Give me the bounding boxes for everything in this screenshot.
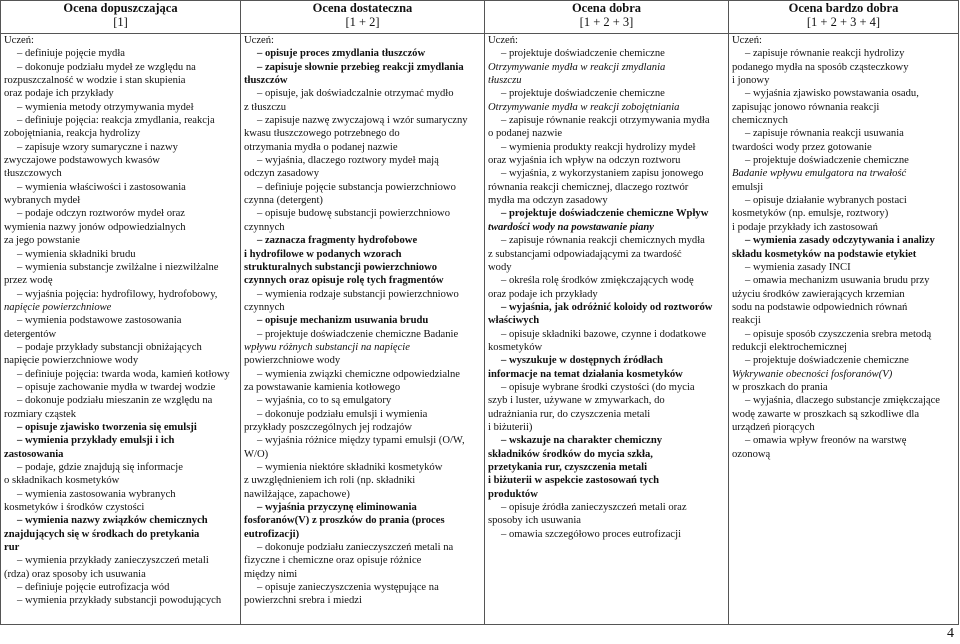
criteria-line: – zapisuje równanie reakcji hydrolizy: [745, 48, 905, 60]
criteria-line: kosmetyków: [488, 341, 543, 353]
criteria-line: oraz podaje ich przykłady: [4, 88, 114, 100]
criteria-line: – zapisuje słownie przebieg reakcji zmydlania: [257, 61, 464, 73]
criteria-line: – opisuje proces zmydlania tłuszczów: [257, 48, 426, 60]
criteria-line: – opisuje, jak doświadczalnie otrzymać mydło: [257, 88, 454, 100]
criteria-line: – wymienia podstawowe zastosowania: [17, 315, 182, 327]
criteria-line: – opisuje zanieczyszczenia występujące na: [257, 582, 439, 594]
criteria-line: – wymienia zastosowania wybranych: [17, 488, 176, 500]
criteria-line: urządzeń piorących: [732, 421, 815, 433]
criteria-line: – opisuje budowę substancji powierzchniowo: [257, 208, 451, 220]
criteria-line: – definiuje pojęcie mydła: [17, 48, 125, 60]
header-cell-4: [729, 1, 959, 34]
criteria-line: czynnych: [244, 301, 285, 313]
criteria-line: mydła ma odczyn zasadowy: [488, 195, 608, 207]
criteria-line: – wymienia związki chemiczne odpowiedzialne: [257, 368, 460, 380]
criteria-line: – dokonuje podziału emulsji i wymienia: [257, 408, 428, 420]
criteria-line: czynna (detergent): [244, 195, 323, 207]
criteria-line: przetykania rur, czyszczenia metali: [488, 462, 648, 473]
criteria-line: sodu na podstawie odpowiednich równań: [732, 301, 908, 313]
criteria-line: twardości wody przez gotowanie: [732, 141, 872, 153]
criteria-line: – dokonuje podziału mieszanin ze względu na: [17, 395, 213, 407]
header-cell-2: [241, 1, 485, 34]
criteria-line: – zapisuje nazwę zwyczajową i wzór sumaryczny: [257, 115, 468, 127]
criteria-line: i biżuterii w aspekcie zastosowań tych: [488, 475, 659, 487]
criteria-line: – wyjaśnia przyczynę eliminowania: [257, 502, 417, 514]
criteria-line: wody: [488, 261, 512, 273]
column-levels: [1 + 2]: [345, 15, 380, 29]
criteria-line: – wymienia nazwy związków chemicznych: [17, 515, 208, 527]
criteria-line: i jonowy: [732, 75, 770, 87]
criteria-line: kwasu tłuszczowego potrzebnego do: [244, 128, 400, 140]
criteria-line: – wymienia składniki brudu: [17, 248, 136, 260]
column-content-3: [485, 34, 729, 625]
criteria-line: – dokonuje podziału mydeł ze względu na: [17, 61, 196, 73]
criteria-line: czynnych oraz opisuje rolę tych fragmentów: [244, 275, 444, 287]
criteria-line: – omawia szczegółowo proces eutrofizacji: [501, 528, 682, 540]
column-title: Ocena bardzo dobra: [788, 1, 899, 15]
student-label: Uczeń:: [244, 35, 274, 46]
criteria-line: oraz wyjaśnia ich wpływ na odczyn roztworu: [488, 155, 681, 167]
criteria-line: – zapisuje równania reakcji chemicznych mydła: [501, 235, 705, 247]
criteria-line: – zapisuje równania reakcji usuwania: [745, 128, 904, 140]
student-label: Uczeń:: [732, 35, 762, 46]
criteria-line: – projektuje doświadczenie chemiczne: [501, 48, 665, 60]
criteria-line: – określa rolę środków zmiękczających wodę: [501, 275, 694, 287]
criteria-line: – wyszukuje w dostępnych źródłach: [501, 355, 663, 367]
criteria-line: rozmiary cząstek: [4, 408, 77, 420]
criteria-line: – opisuje wybrane środki czystości (do mycia: [501, 381, 695, 393]
criteria-line: tłuszczowych: [4, 168, 62, 180]
criteria-line: – wyjaśnia pojęcia: hydrofilowy, hydrofobowy,: [17, 288, 218, 300]
criteria-line: otrzymania mydła o podanej nazwie: [244, 141, 398, 153]
criteria-line: przykłady poszczególnych jej rodzajów: [244, 421, 412, 433]
criteria-line: – wyjaśnia, dlaczego roztwory mydeł mają: [257, 155, 439, 167]
criteria-line: – opisuje mechanizm usuwania brudu: [257, 315, 429, 327]
criteria-line: z tłuszczu: [244, 101, 287, 113]
criteria-line: – wyjaśnia, dlaczego substancje zmiękczające: [745, 395, 941, 407]
criteria-line: – projektuje doświadczenie chemiczne: [745, 155, 909, 167]
criteria-line: strukturalnych substancji powierzchniowo: [244, 261, 438, 273]
criteria-line: wpływu różnych substancji na napięcie: [244, 341, 410, 353]
criteria-line: – wyjaśnia zjawisko powstawania osadu,: [745, 88, 919, 100]
criteria-line: – wymienia zasady odczytywania i analizy: [745, 235, 935, 247]
criteria-line: Badanie wpływu emulgatora na trwałość: [732, 168, 907, 180]
criteria-line: – omawia mechanizm usuwania brudu przy: [745, 275, 930, 287]
column-levels: [1 + 2 + 3 + 4]: [806, 15, 881, 29]
criteria-line: – opisuje zachowanie mydła w twardej wodzie: [17, 381, 216, 393]
criteria-line: – wymienia właściwości i zastosowania: [17, 181, 186, 193]
criteria-line: – omawia wpływ freonów na warstwę: [745, 435, 907, 447]
criteria-line: za jego powstanie: [4, 235, 80, 247]
header-row: [1, 1, 959, 34]
criteria-line: wymienia nazwy jonów odpowiedzialnych: [4, 221, 186, 233]
criteria-line: przez wodę: [4, 275, 53, 287]
criteria-line: zobojętniania, reakcja hydrolizy: [4, 128, 141, 140]
criteria-line: – wyjaśnia różnice między typami emulsji (O/W,: [257, 435, 465, 447]
criteria-line: – opisuje składniki bazowe, czynne i dodatkowe: [501, 328, 707, 340]
criteria-line: i podaje przykłady ich zastosowań: [732, 221, 878, 233]
column-content-2: [241, 34, 485, 625]
criteria-line: zapisując jonowo równania reakcji: [732, 101, 880, 113]
criteria-line: napięcie powierzchniowe: [4, 301, 112, 313]
column-title: Ocena dobra: [571, 1, 642, 15]
page-number: 4: [947, 626, 954, 641]
criteria-line: (rdza) oraz sposoby ich usuwania: [4, 568, 146, 580]
criteria-line: użyciu środków zawierających krzemian: [732, 288, 905, 300]
criteria-line: oraz podaje ich przykłady: [488, 288, 598, 300]
criteria-line: – podaje, gdzie znajdują się informacje: [17, 462, 183, 473]
criteria-line: – wymienia przykłady zanieczyszczeń metali: [17, 555, 209, 567]
criteria-line: – projektuje doświadczenie chemiczne Wpływ: [501, 208, 709, 220]
criteria-line: – wymienia przykłady emulsji i ich: [17, 435, 175, 447]
criteria-line: – definiuje pojęcie substancja powierzchniowo: [257, 181, 456, 193]
criteria-line: napięcie powierzchniowe wody: [4, 355, 139, 367]
criteria-line: wybranych mydeł: [4, 195, 81, 207]
criteria-line: czynnych: [244, 221, 285, 233]
criteria-line: Otrzymywanie mydła w reakcji zmydlania: [488, 61, 666, 73]
criteria-line: sposoby ich usuwania: [488, 515, 581, 527]
header-cell-3: [485, 1, 729, 34]
header-cell-1: [1, 1, 241, 34]
criteria-line: twardości wody na powstawanie piany: [488, 221, 654, 233]
criteria-line: o podanej nazwie: [488, 128, 563, 140]
criteria-line: eutrofizacji): [244, 528, 300, 540]
criteria-line: – wyjaśnia, co to są emulgatory: [257, 395, 392, 407]
criteria-line: redukcji elektrochemicznej: [732, 341, 848, 353]
criteria-line: fizyczne i chemiczne oraz opisuje różnice: [244, 555, 422, 567]
criteria-line: – projektuje doświadczenie chemiczne: [745, 355, 909, 367]
criteria-line: kosmetyków i środków czystości: [4, 502, 145, 514]
criteria-line: detergentów: [4, 328, 57, 340]
criteria-line: – zapisuje wzory sumaryczne i nazwy: [17, 141, 178, 153]
criteria-line: Wykrywanie obecności fosforanów(V): [732, 368, 893, 380]
column-levels: [1 + 2 + 3]: [579, 15, 634, 29]
criteria-line: – definiuje pojęcia: twarda woda, kamień kotłowy: [17, 368, 230, 380]
criteria-line: nawilżające, zapachowe): [244, 488, 350, 500]
criteria-line: chemicznych: [732, 115, 788, 127]
criteria-line: fosforanów(V) z proszków do prania (proces: [244, 515, 445, 527]
criteria-line: – wymienia produkty reakcji hydrolizy mydeł: [501, 141, 696, 153]
criteria-line: wodę zawarte w proszkach są szkodliwe dla: [732, 408, 920, 420]
criteria-line: – wymienia substancje zwilżalne i niezwilżalne: [17, 261, 219, 273]
criteria-line: składu kosmetyków na podstawie etykiet: [732, 248, 917, 260]
criteria-line: – wymienia rodzaje substancji powierzchniowo: [257, 288, 459, 300]
criteria-line: rozpuszczalność w wodzie i stan skupienia: [4, 75, 186, 87]
criteria-line: znajdujących się w środkach do pretykania: [4, 528, 200, 540]
criteria-line: – wskazuje na charakter chemiczny: [501, 435, 663, 447]
criteria-line: w proszkach do prania: [732, 381, 828, 393]
criteria-line: W/O): [244, 448, 269, 460]
criteria-line: – wymienia przykłady substancji powodujących: [17, 595, 222, 607]
criteria-line: – projektuje doświadczenie chemiczne Badanie: [257, 328, 459, 340]
criteria-line: – wymienia niektóre składniki kosmetyków: [257, 462, 443, 473]
criteria-line: – opisuje sposób czyszczenia srebra metodą: [745, 328, 932, 340]
criteria-line: – zaznacza fragmenty hydrofobowe: [257, 235, 418, 247]
criteria-line: – opisuje źródła zanieczyszczeń metali oraz: [501, 502, 687, 514]
criteria-line: tłuszczów: [244, 75, 288, 87]
student-label: Uczeń:: [4, 35, 34, 46]
criteria-line: szyb i luster, używane w zmywarkach, do: [488, 395, 665, 407]
criteria-line: tłuszczu: [488, 75, 522, 87]
criteria-line: Otrzymywanie mydła w reakcji zobojętniania: [488, 101, 680, 113]
criteria-line: – definiuje pojęcia: reakcja zmydlania, reakcja: [17, 115, 215, 127]
criteria-line: i biżuterii): [488, 421, 533, 433]
criteria-line: – wyjaśnia, jak odróżnić koloidy od roztworów: [501, 301, 713, 313]
criteria-line: ozonową: [732, 448, 771, 460]
criteria-line: – wymienia metody otrzymywania mydeł: [17, 101, 194, 113]
criteria-line: – podaje przykłady substancji obniżających: [17, 341, 202, 353]
criteria-line: powierzchniowe wody: [244, 355, 341, 367]
criteria-line: – wyjaśnia, z wykorzystaniem zapisu jonowego: [501, 168, 704, 180]
criteria-line: odczyn zasadowy: [244, 168, 320, 180]
criteria-line: – wymienia zasady INCI: [745, 261, 851, 273]
criteria-line: informacje na temat działania kosmetyków: [488, 368, 683, 380]
criteria-line: – projektuje doświadczenie chemiczne: [501, 88, 665, 100]
criteria-line: składników środków do mycia szkła,: [488, 448, 653, 460]
criteria-line: – podaje odczyn roztworów mydeł oraz: [17, 208, 185, 220]
criteria-line: o składnikach kosmetyków: [4, 475, 120, 487]
criteria-line: – definiuje pojęcie eutrofizacja wód: [17, 582, 170, 594]
column-content-1: [1, 34, 241, 625]
criteria-line: zastosowania: [4, 448, 64, 460]
student-label: Uczeń:: [488, 35, 518, 46]
content-row: [1, 34, 959, 625]
criteria-line: reakcji: [732, 315, 761, 327]
column-title: Ocena dopuszczająca: [63, 1, 178, 15]
criteria-line: – opisuje zjawisko tworzenia się emulsji: [17, 421, 197, 433]
criteria-line: z substancjami odpowiadającymi za twardość: [488, 248, 682, 260]
criteria-line: równania reakcji chemicznej, dlaczego roztwór: [488, 181, 689, 193]
criteria-line: – dokonuje podziału zanieczyszczeń metali na: [257, 542, 454, 554]
criteria-line: powierzchni srebra i miedzi: [244, 595, 362, 607]
criteria-line: – opisuje działanie wybranych postaci: [745, 195, 907, 207]
criteria-line: i hydrofilowe w podanych wzorach: [244, 248, 402, 260]
criteria-line: właściwych: [488, 315, 540, 327]
criteria-line: udrażniania rur, do czyszczenia metali: [488, 408, 651, 420]
criteria-line: z uwzględnieniem ich roli (np. składniki: [244, 475, 416, 487]
criteria-line: kosmetyków (np. emulsje, roztwory): [732, 208, 889, 220]
column-title: Ocena dostateczna: [312, 1, 413, 15]
criteria-line: rur: [4, 542, 20, 554]
column-content-4: [729, 34, 959, 625]
criteria-line: za powstawanie kamienia kotłowego: [244, 381, 401, 393]
criteria-line: produktów: [488, 488, 538, 500]
criteria-line: – zapisuje równanie reakcji otrzymywania mydła: [501, 115, 710, 127]
criteria-line: zwyczajowe podstawowych kwasów: [4, 155, 160, 167]
criteria-line: między nimi: [244, 568, 298, 580]
column-levels: [1]: [113, 15, 128, 29]
criteria-line: podanego mydła na sposób cząsteczkowy: [732, 61, 909, 73]
criteria-line: emulsji: [732, 181, 764, 193]
